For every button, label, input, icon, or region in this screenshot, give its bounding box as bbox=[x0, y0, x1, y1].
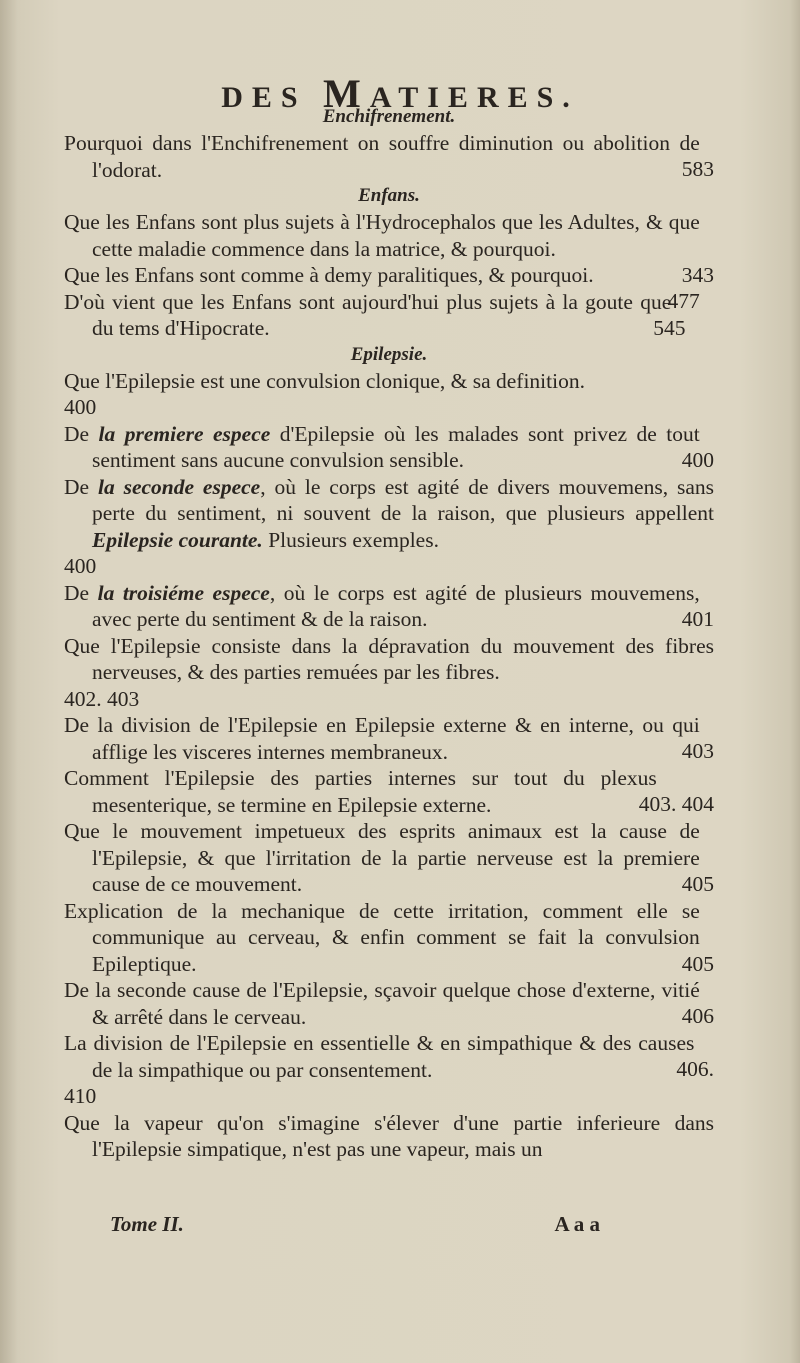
entry-text: De la division de l'Epilepsie en Epilepsie externe & en interne, ou qui afflige les visceres internes membraneux. bbox=[64, 713, 700, 764]
index-entry bbox=[64, 633, 714, 713]
page-footer bbox=[110, 1212, 600, 1237]
entry-text: Que la vapeur qu'on s'imagine s'élever d'une partie inferieure dans l'Epilepsie simpatique, n'est pas une vapeur, mais un bbox=[64, 1110, 714, 1161]
page-ref: 401 bbox=[681, 606, 714, 631]
entry-prefix: De bbox=[64, 474, 98, 499]
index-entry bbox=[64, 289, 714, 342]
running-head-rest: ATIERES. bbox=[369, 81, 579, 114]
entry-prefix: De bbox=[64, 580, 98, 605]
entry-text: D'où vient que les Enfans sont aujourd'hui plus sujets à la goute que du tems d'Hipocrate. bbox=[64, 289, 672, 340]
page-ref: 343 bbox=[681, 263, 714, 287]
entry-italic: la premiere espece bbox=[98, 421, 271, 446]
entry-italic: Epilepsie courante. bbox=[92, 527, 263, 552]
index-entry bbox=[64, 818, 714, 898]
page-ref: 477 bbox=[667, 289, 700, 313]
entry-text: Que les Enfans sont comme à demy paralitiques, & pourquoi. bbox=[64, 263, 594, 287]
index-entry bbox=[64, 262, 714, 313]
entry-prefix: De bbox=[64, 421, 99, 446]
entry-text: d'Epilepsie où les malades sont privez de tout sentiment sans aucune convulsion sensible. bbox=[92, 421, 700, 472]
entry-text: Que l'Epilepsie est une convulsion clonique, & sa definition. bbox=[64, 368, 585, 393]
page-ref: 400 bbox=[681, 447, 714, 472]
entry-text: , où le corps est agité de plusieurs mouvemens, avec perte du sentiment & de la raison. bbox=[92, 580, 700, 631]
index-content bbox=[64, 104, 714, 1163]
signature-mark: A a a bbox=[554, 1212, 600, 1236]
page-ref: 403 bbox=[681, 739, 714, 763]
entry-text: Que le mouvement impetueux des esprits animaux est la cause de l'Epilepsie, & que l'irritation de la partie nerveuse est la premiere cause de ce mouvement. bbox=[64, 819, 700, 896]
index-entry bbox=[64, 898, 714, 978]
section-heading-enfans: Enfans. bbox=[358, 185, 420, 206]
section-heading-enchifrenement: Enchifrenement. bbox=[322, 106, 456, 127]
running-head-first: DES bbox=[221, 81, 324, 114]
index-entry bbox=[64, 1030, 714, 1110]
page-ref: 400 bbox=[64, 395, 97, 419]
page-ref: 406 bbox=[681, 1004, 714, 1028]
index-entry bbox=[64, 712, 714, 765]
index-entry bbox=[64, 421, 714, 474]
entry-text: Explication de la mechanique de cette irritation, comment elle se communique au cerveau, & enfin comment se fait la convulsion Epileptique. bbox=[64, 898, 700, 976]
page-ref: 545 bbox=[653, 315, 686, 340]
index-entry bbox=[64, 474, 714, 580]
entry-text: La division de l'Epilepsie en essentielle & en simpathique & des causes de la simpathique ou par consentement. bbox=[64, 1031, 695, 1082]
index-entry bbox=[64, 1110, 714, 1163]
index-entry bbox=[64, 130, 714, 183]
entry-text: Plusieurs exemples. bbox=[262, 527, 439, 552]
section-heading-epilepsie: Epilepsie. bbox=[350, 343, 428, 365]
entry-text: Que les Enfans sont plus sujets à l'Hydrocephalos que les Adultes, & que cette maladie commence dans la matrice, & pourquoi. bbox=[64, 210, 700, 261]
entry-text: De la seconde cause de l'Epilepsie, sçavoir quelque chose d'externe, vitié & arrêté dans le cerveau. bbox=[64, 978, 700, 1029]
page-ref: 400 bbox=[64, 554, 97, 578]
page-ref: 405 bbox=[681, 872, 714, 896]
page-ref: 403. 404 bbox=[638, 792, 714, 816]
page-ref: 410 bbox=[64, 1084, 97, 1108]
entry-text: Que l'Epilepsie consiste dans la dépravation du mouvement des fibres nerveuses, & des parties remuées par les fibres. bbox=[64, 633, 714, 684]
index-entry bbox=[64, 765, 714, 818]
page-ref: 402. 403 bbox=[64, 686, 140, 711]
page-ref: 406. bbox=[676, 1057, 714, 1081]
entry-italic: la troisiéme espece bbox=[97, 580, 270, 605]
page-ref: 405 bbox=[681, 951, 714, 976]
entry-text: Pourquoi dans l'Enchifrenement on souffre diminution ou abolition de l'odorat. bbox=[64, 131, 700, 182]
index-entry bbox=[64, 580, 714, 633]
entry-text: , où le corps est agité de divers mouvemens, sans perte du sentiment, ni souvent de la raison, que plusieurs appellent bbox=[92, 474, 714, 525]
index-entry bbox=[64, 977, 714, 1030]
entry-text: Comment l'Epilepsie des parties internes sur tout du plexus mesenterique, se termine en Epilepsie externe. bbox=[64, 766, 657, 817]
running-head-initial: M bbox=[323, 71, 370, 116]
tome-label: Tome II. bbox=[110, 1212, 184, 1236]
index-entry bbox=[64, 368, 714, 421]
entry-italic: la seconde espece bbox=[97, 474, 261, 499]
page-ref: 583 bbox=[681, 157, 714, 181]
